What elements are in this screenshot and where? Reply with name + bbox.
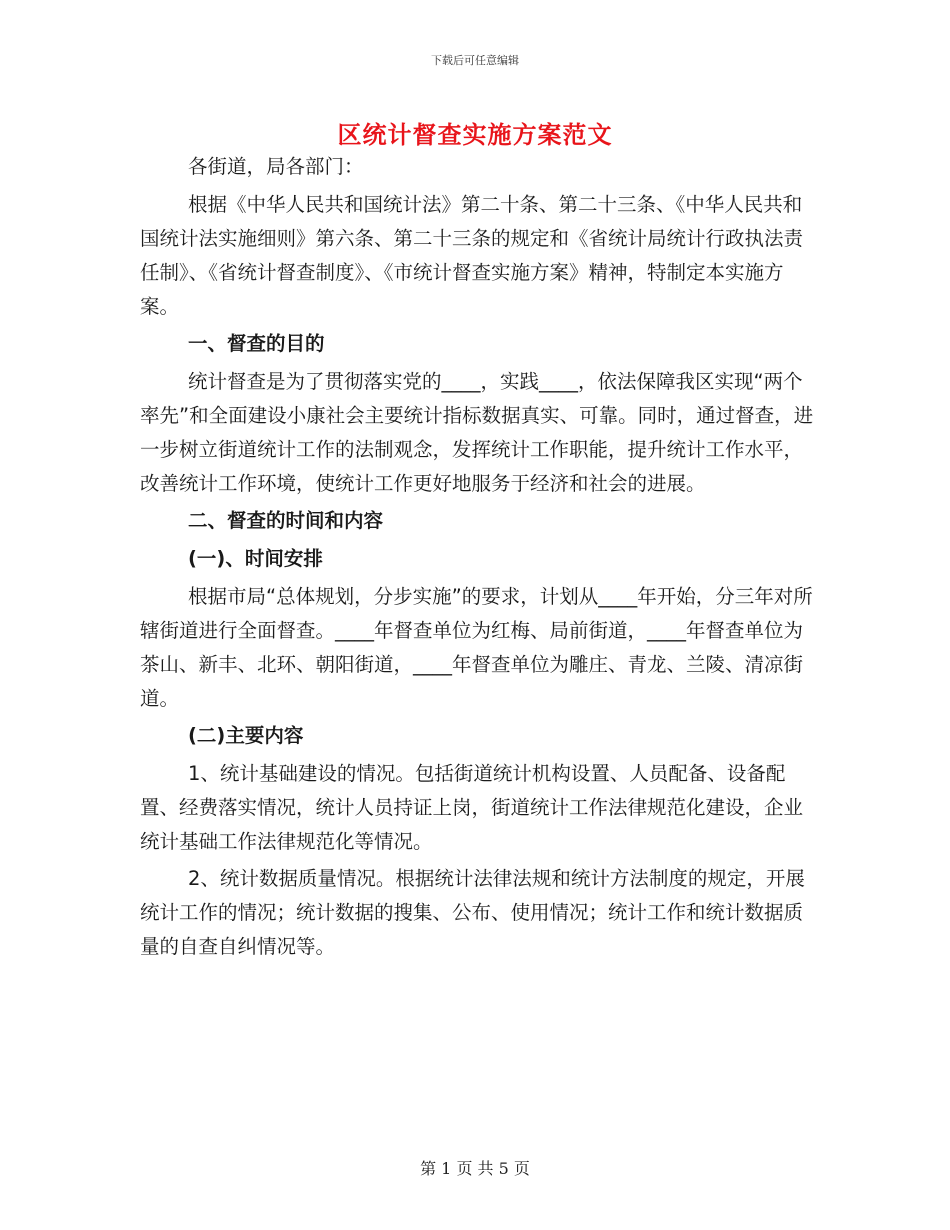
section-heading-purpose: 一、督查的目的 bbox=[188, 332, 325, 355]
paragraph-item-1: 1、统计基础建设的情况。包括街道统计机构设置、人员配备、设备配置、经费落实情况，统计人员持证上岗，街道统计工作法律规范化建设，企业统计基础工作法律规范化等情况。 bbox=[140, 762, 804, 853]
paragraph-schedule: 根据市局“总体规划，分步实施”的要求，计划从____年开始，分三年对所辖街道进行全面督查。____年督查单位为红梅、局前街道，____年督查单位为茶山、新丰、北环、朝阳街道，____年督查单位为雕庄、青龙、兰陵、清凉街道。 bbox=[140, 585, 813, 710]
greeting-line: 各街道，局各部门： bbox=[188, 155, 364, 178]
paragraph-intro: 根据《中华人民共和国统计法》第二十条、第二十三条、《中华人民共和国统计法实施细则》第六条、第二十三条的规定和《省统计局统计行政执法责任制》、《省统计督查制度》、《市统计督查实施方案》精神，特制定本实施方案。 bbox=[140, 193, 804, 318]
section-heading-time-content: 二、督查的时间和内容 bbox=[188, 509, 384, 532]
paragraph-item-2: 2、统计数据质量情况。根据统计法律法规和统计方法制度的规定，开展统计工作的情况；统计数据的搜集、公布、使用情况；统计工作和统计数据质量的自查自纠情况等。 bbox=[140, 867, 805, 958]
page-footer-number: 第 1 页 共 5 页 bbox=[420, 1159, 530, 1178]
document-body bbox=[140, 150, 820, 967]
page-header-note: 下载后可任意编辑 bbox=[431, 54, 519, 67]
subsection-heading-main-content: (二)主要内容 bbox=[188, 724, 304, 747]
subsection-heading-schedule: (一)、时间安排 bbox=[188, 547, 323, 570]
document-title: 区统计督查实施方案范文 bbox=[337, 121, 613, 149]
paragraph-purpose: 统计督查是为了贯彻落实党的____，实践____，依法保障我区实现“两个率先”和全面建设小康社会主要统计指标数据真实、可靠。同时，通过督查，进一步树立街道统计工作的法制观念，发挥统计工作职能，提升统计工作水平，改善统计工作环境，使统计工作更好地服务于经济和社会的进展。 bbox=[140, 370, 814, 495]
